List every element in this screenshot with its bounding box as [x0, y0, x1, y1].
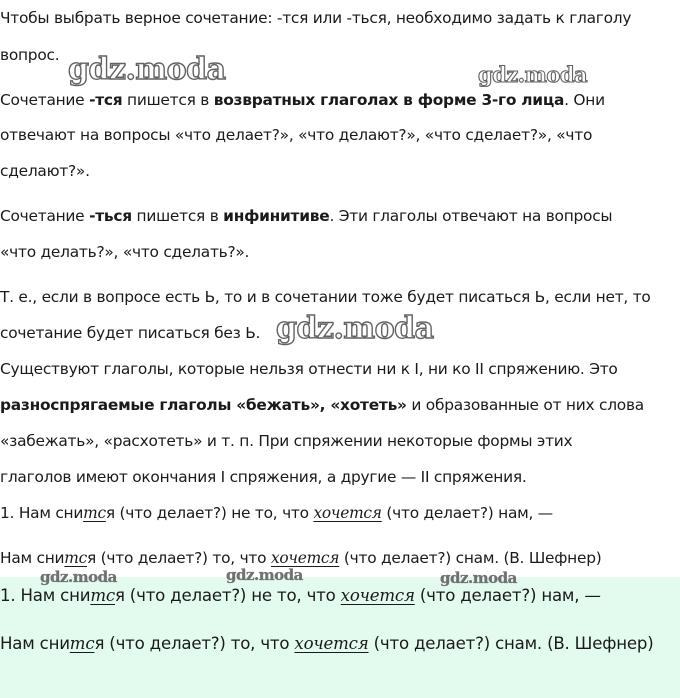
- paragraph-3-line-2: «что делать?», «что сделать?».: [0, 243, 250, 261]
- suffix-tsya: -тся: [89, 91, 123, 109]
- suffix-tsya-soft: -ться: [89, 207, 132, 225]
- rule-mixed-conjugation: разноспрягаемые глаголы «бежать», «хотеть»: [0, 396, 407, 414]
- handwritten-khochetsya: хочется: [270, 549, 340, 567]
- paragraph-2-line-1: Сочетание -тся пишется в возвратных глаголах в форме 3-го лица. Они: [0, 91, 605, 109]
- paragraph-5-line-2: разноспрягаемые глаголы «бежать», «хотеть» и образованные от них слова: [0, 396, 644, 414]
- answer-highlight-box: [0, 577, 680, 698]
- paragraph-3-line-1: Сочетание -ться пишется в инфинитиве. Эти глаголы отвечают на вопросы: [0, 207, 613, 225]
- answer-line-1: 1. Нам снится (что делает?) не то, что хочется (что делает?) нам, —: [0, 586, 601, 605]
- rule-reflexive-3rd-person: возвратных глаголах в форме 3-го лица: [213, 91, 565, 109]
- example-line-2: Нам снится (что делает?) то, что хочется (что делает?) снам. (В. Шефнер): [0, 549, 602, 567]
- paragraph-2-line-2: отвечают на вопросы «что делает?», «что делают?», «что сделает?», «что: [0, 126, 593, 144]
- handwritten-tsya: тс: [64, 549, 88, 567]
- paragraph-5-line-4: глаголов имеют окончания I спряжения, а другие — II спряжения.: [0, 468, 527, 486]
- handwritten-khochetsya: хочется: [294, 634, 369, 653]
- paragraph-5-line-3: «забежать», «расхотеть» и т. п. При спряжении некоторые формы этих: [0, 432, 573, 450]
- watermark: gdz.moda: [276, 311, 434, 346]
- answer-line-2: Нам снится (что делает?) то, что хочется (что делает?) снам. (В. Шефнер): [0, 634, 654, 653]
- rule-infinitive: инфинитиве: [223, 207, 330, 225]
- handwritten-khochetsya: хочется: [340, 586, 415, 605]
- handwritten-tsya: тс: [90, 586, 115, 605]
- handwritten-tsya: тс: [69, 634, 95, 653]
- watermark: gdz.moda: [40, 568, 117, 586]
- paragraph-4-line-1: Т. е., если в вопросе есть Ь, то и в сочетании тоже будет писаться Ь, если нет, то: [0, 288, 651, 306]
- watermark: gdz.moda: [226, 566, 303, 584]
- paragraph-4-line-2: сочетание будет писаться без Ь.: [0, 324, 261, 342]
- paragraph-1-line-1: Чтобы выбрать верное сочетание: -тся или -ться, необходимо задать к глаголу: [0, 9, 632, 27]
- watermark: gdz.moda: [478, 62, 588, 87]
- paragraph-5-line-1: Существуют глаголы, которые нельзя отнести ни к I, ни ко II спряжению. Это: [0, 360, 618, 378]
- watermark: gdz.moda: [68, 52, 226, 87]
- paragraph-2-line-3: сделают?».: [0, 162, 90, 180]
- paragraph-1-line-2: вопрос.: [0, 46, 60, 64]
- handwritten-tsya: тс: [83, 504, 106, 522]
- handwritten-khochetsya: хочется: [313, 504, 382, 522]
- watermark: gdz.moda: [440, 569, 517, 587]
- example-line-1: 1. Нам снится (что делает?) не то, что хочется (что делает?) нам, —: [0, 504, 553, 522]
